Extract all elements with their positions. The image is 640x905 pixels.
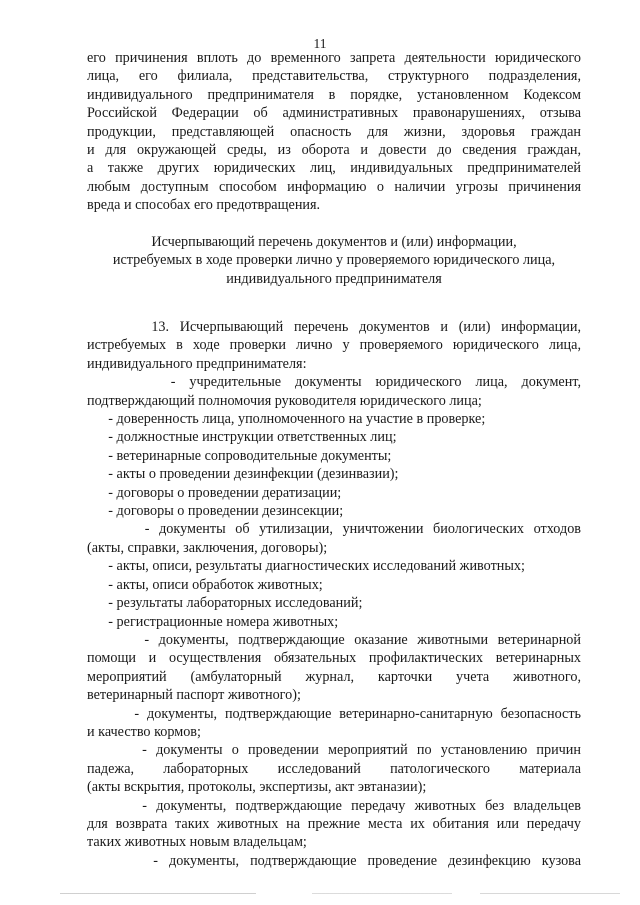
text-line: падежа, лабораторных исследований патологического материала bbox=[87, 760, 581, 777]
list-item: - акты, описи обработок животных; bbox=[87, 576, 323, 593]
text-line: ветеринарный паспорт животного); bbox=[87, 687, 301, 704]
list-item: - должностные инструкции ответственных лиц; bbox=[87, 429, 397, 446]
text-line: Российской Федерации об административных правонарушениях, отзыва bbox=[87, 105, 581, 122]
text-line: таких животных новым владельцам; bbox=[87, 834, 307, 851]
text-line: лица, его филиала, представительства, структурного подразделения, bbox=[87, 68, 581, 85]
list-item: - учредительные документы юридического лица, документ, bbox=[87, 374, 581, 391]
list-item: - ветеринарные сопроводительные документы; bbox=[87, 447, 392, 464]
list-item: - результаты лабораторных исследований; bbox=[87, 595, 363, 612]
text-line: и для окружающей среды, из оборота и довести до сведения граждан, bbox=[87, 142, 581, 159]
list-item: - документы о проведении мероприятий по установлению причин bbox=[87, 742, 581, 759]
list-item: - документы, подтверждающие проведение дезинфекцию кузова bbox=[87, 852, 581, 869]
text-line: и качество кормов; bbox=[87, 723, 201, 740]
text-line: а также других юридических лиц, индивидуальных предпринимателей bbox=[87, 160, 581, 177]
text-line: мероприятий (амбулаторный журнал, карточки учета животного, bbox=[87, 668, 581, 685]
heading-line: Исчерпывающий перечень документов и (или) информации, bbox=[151, 234, 517, 250]
scan-bottom-edge bbox=[60, 893, 620, 894]
text-line: вреда и способах его предотвращения. bbox=[87, 197, 321, 214]
page-number: 11 bbox=[313, 36, 327, 51]
text-line: для возврата таких животных на прежние места их обитания или передачу bbox=[87, 815, 581, 832]
text-line: подтверждающий полномочия руководителя юридического лица; bbox=[87, 392, 482, 409]
text-line: истребуемых в ходе проверки лично у проверяемого юридического лица, bbox=[87, 337, 581, 354]
text-line: продукции, представляющей опасность для жизни, здоровья граждан bbox=[87, 123, 581, 140]
text-line: индивидуального предпринимателя в порядке, установленном Кодексом bbox=[87, 86, 581, 103]
list-item: - документы, подтверждающие ветеринарно-санитарную безопасность bbox=[87, 705, 581, 722]
text-line: (акты, справки, заключения, договоры); bbox=[87, 539, 328, 556]
text-line: (акты вскрытия, протоколы, экспертизы, акт эвтаназии); bbox=[87, 779, 427, 796]
text-line: любым доступным способом информацию о наличии угрозы причинения bbox=[87, 178, 581, 195]
list-item: - документы, подтверждающие оказание животными ветеринарной bbox=[87, 631, 581, 648]
text-line: 13. Исчерпывающий перечень документов и (или) информации, bbox=[87, 319, 581, 335]
list-item: - доверенность лица, уполномоченного на участие в проверке; bbox=[87, 411, 486, 428]
list-item: - акты, описи, результаты диагностических исследований животных; bbox=[87, 558, 525, 575]
list-item: - акты о проведении дезинфекции (дезинвазии); bbox=[87, 466, 399, 483]
list-item: - документы, подтверждающие передачу животных без владельцев bbox=[87, 797, 581, 814]
section-heading bbox=[87, 233, 581, 288]
heading-line: индивидуального предпринимателя bbox=[226, 270, 442, 287]
text-line: его причинения вплоть до временного запрета деятельности юридического bbox=[87, 50, 581, 66]
list-item: - договоры о проведении дератизации; bbox=[87, 484, 342, 501]
heading-line: истребуемых в ходе проверки лично у проверяемого юридического лица, bbox=[112, 252, 556, 269]
list-item: - договоры о проведении дезинсекции; bbox=[87, 503, 344, 520]
list-item: - документы об утилизации, уничтожении биологических отходов bbox=[87, 521, 581, 538]
section-13-list bbox=[87, 318, 581, 870]
text-line: индивидуального предпринимателя: bbox=[87, 355, 307, 372]
paragraph-continuation bbox=[87, 49, 581, 215]
text-line: помощи и осуществления обязательных профилактических ветеринарных bbox=[87, 650, 581, 667]
list-item: - регистрационные номера животных; bbox=[87, 613, 339, 630]
